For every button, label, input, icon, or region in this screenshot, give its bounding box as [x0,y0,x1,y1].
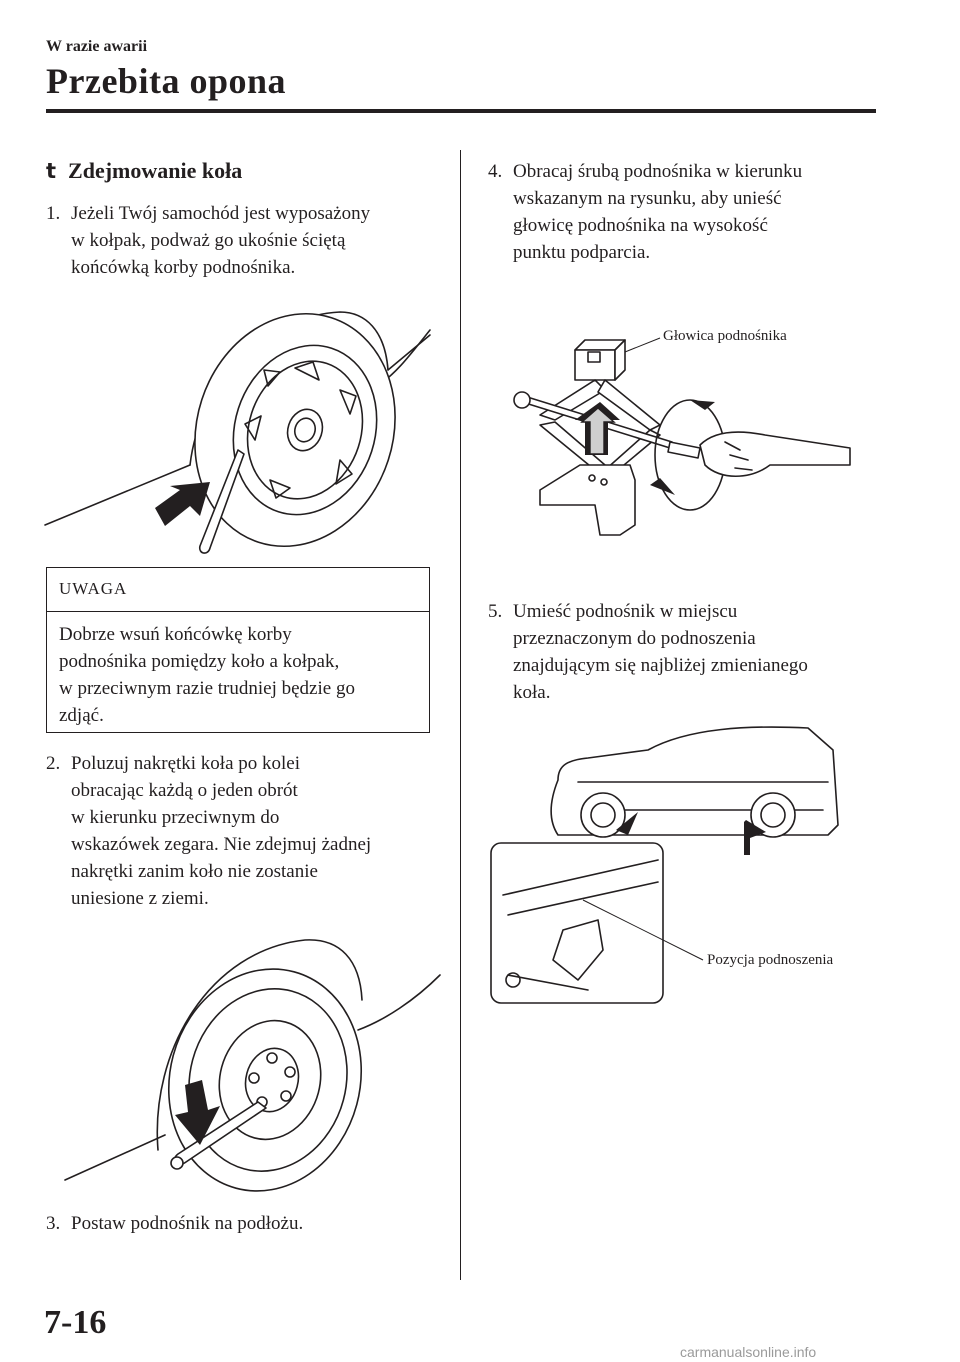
callout-jack-head: Głowica podnośnika [663,328,787,344]
crank-handle [668,442,700,458]
notice-title: UWAGA [47,568,429,612]
step-line: wskazówek zegara. Nie zdejmuj żadnej [71,834,372,855]
heading-text: Zdejmowanie koła [68,158,243,183]
step-line: Postaw podnośnik na podłożu. [71,1213,304,1234]
step-number: 2. [46,753,61,774]
step-line: głowicę podnośnika na wysokość [513,215,768,236]
notice-line: w przeciwnym razie trudniej będzie go [59,678,355,699]
step-line: Obracaj śrubą podnośnika w kierunku [513,161,803,182]
step-1 [46,200,446,281]
wrench-end [171,1157,183,1169]
callout-jack-position: Pozycja podnoszenia [707,952,834,968]
notice-line: zdjąć. [59,705,104,726]
pry-direction-arrow [155,482,210,526]
notice-box [46,567,430,733]
step-line: znajdującym się najbliżej zmienianego [513,655,808,676]
step-line: nakrętki zanim koło nie zostanie [71,861,318,882]
step-number: 5. [488,601,503,622]
hubcap-removal-figure [40,290,450,560]
header-rule [46,109,876,113]
loosen-lug-nuts-figure [40,930,450,1190]
step-4 [488,158,888,266]
step-line: wskazanym na rysunku, aby unieść [513,188,782,209]
step-line: punktu podparcia. [513,242,651,263]
step-line: przeznaczonym do podnoszenia [513,628,756,649]
heading-bullet: t [46,159,57,183]
step-line: Umieść podnośnik w miejscu [513,601,738,622]
jack-head-slot [588,352,600,362]
step-number: 3. [46,1213,61,1234]
step-3 [46,1210,446,1237]
step-number: 4. [488,161,503,182]
body-line [388,335,430,370]
step-line: w kołpak, podważ go ukośnie ściętą [71,230,346,251]
step-5 [488,598,888,706]
notice-body [47,612,429,738]
step-number: 1. [46,203,61,224]
rotation-arrow-bottom [650,478,675,495]
body-line [358,975,440,1030]
column-divider [460,150,461,1280]
notice-line: Dobrze wsuń końcówkę korby [59,624,292,645]
jack-raise-figure [500,330,870,540]
step-line: koła. [513,682,551,703]
page-number: 7-16 [44,1304,107,1341]
step-line: końcówką korby podnośnika. [71,257,296,278]
step-line: Poluzuj nakrętki koła po kolei [71,753,301,774]
step-line: uniesione z ziemi. [71,888,209,909]
step-2 [46,750,446,912]
ground-line [65,1135,165,1180]
subsection-heading [46,158,242,184]
hand-gripping-crank [700,432,850,476]
jack-base [540,465,635,535]
notice-line: podnośnika pomiędzy koło a kołpak, [59,651,340,672]
section-label: W razie awarii [46,38,148,55]
screw-end-knob [514,392,530,408]
step-line: obracając każdą o jeden obrót [71,780,298,801]
callout-leader [625,338,660,352]
watermark: carmanualsonline.info [680,1344,817,1360]
step-line: w kierunku przeciwnym do [71,807,280,828]
step-line: Jeżeli Twój samochód jest wyposażony [71,203,371,224]
page-title: Przebita opona [46,61,286,101]
rotation-arrow-top [690,400,715,410]
